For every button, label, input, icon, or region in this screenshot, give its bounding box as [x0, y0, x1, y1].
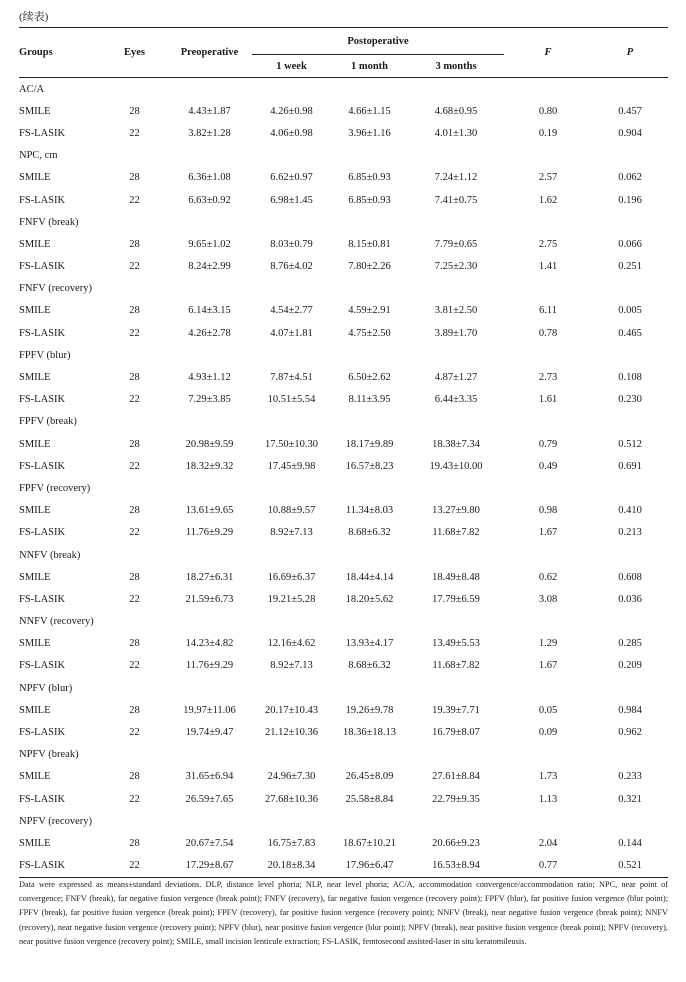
results-table — [19, 27, 668, 878]
value-cell: 0.144 — [618, 837, 642, 849]
value-cell: 0.09 — [538, 727, 558, 739]
value-cell: 8.15±0.81 — [348, 238, 391, 250]
value-cell: 13.61±9.65 — [185, 505, 234, 517]
group-name-cell: FS-LASIK — [19, 261, 66, 273]
value-cell: 8.11±3.95 — [348, 394, 391, 406]
value-cell: 16.75±7.83 — [267, 837, 316, 849]
group-name-cell: FS-LASIK — [19, 660, 66, 672]
table-row — [19, 433, 668, 455]
group-name-cell: SMILE — [19, 505, 51, 517]
value-cell: 1.29 — [538, 638, 558, 650]
value-cell: 7.41±0.75 — [434, 194, 478, 206]
value-cell: 22 — [129, 660, 140, 672]
value-cell: 16.53±8.94 — [432, 860, 480, 872]
value-cell: 4.01±1.30 — [434, 127, 478, 139]
table-row — [19, 100, 668, 122]
table-row — [19, 389, 668, 411]
table-row — [19, 189, 668, 211]
value-cell: 8.68±6.32 — [348, 660, 391, 672]
value-cell: 22 — [129, 327, 140, 339]
value-cell: 19.97±11.06 — [183, 704, 236, 716]
value-cell: 22 — [129, 394, 140, 406]
section-row — [19, 477, 668, 499]
value-cell: 0.521 — [618, 860, 642, 872]
value-cell: 28 — [129, 438, 140, 450]
value-cell: 27.68±10.36 — [264, 793, 318, 805]
value-cell: 17.45±9.98 — [267, 460, 316, 472]
value-cell: 18.20±5.62 — [345, 593, 394, 605]
value-cell: 20.17±10.43 — [264, 704, 318, 716]
value-cell: 28 — [129, 505, 140, 517]
value-cell: 3.82±1.28 — [188, 127, 231, 139]
value-cell: 22 — [129, 727, 140, 739]
value-cell: 14.23±4.82 — [185, 638, 234, 650]
table-row — [19, 366, 668, 388]
value-cell: 0.062 — [618, 172, 642, 184]
value-cell: 3.89±1.70 — [434, 327, 478, 339]
section-title: FPFV (recovery) — [19, 482, 91, 494]
section-row — [19, 145, 668, 167]
value-cell: 28 — [129, 771, 140, 783]
value-cell: 25.58±8.84 — [345, 793, 394, 805]
value-cell: 0.78 — [538, 327, 558, 339]
value-cell: 0.410 — [618, 505, 642, 517]
table-row — [19, 455, 668, 477]
value-cell: 4.07±1.81 — [270, 327, 313, 339]
value-cell: 7.25±2.30 — [434, 261, 478, 273]
value-cell: 28 — [129, 638, 140, 650]
table-row — [19, 788, 668, 810]
value-cell: 28 — [129, 305, 140, 317]
value-cell: 0.321 — [618, 793, 642, 805]
value-cell: 18.38±7.34 — [432, 438, 480, 450]
value-cell: 0.230 — [618, 394, 642, 406]
value-cell: 7.87±4.51 — [270, 372, 313, 384]
value-cell: 2.75 — [538, 238, 558, 250]
value-cell: 4.26±2.78 — [188, 327, 231, 339]
group-name-cell: SMILE — [19, 105, 51, 117]
table-row — [19, 655, 668, 677]
group-name-cell: FS-LASIK — [19, 327, 66, 339]
value-cell: 4.43±1.87 — [188, 105, 231, 117]
value-cell: 13.49±5.53 — [432, 638, 480, 650]
value-cell: 6.50±2.62 — [348, 372, 391, 384]
value-cell: 28 — [129, 238, 140, 250]
value-cell: 6.36±1.08 — [188, 172, 231, 184]
value-cell: 7.24±1.12 — [434, 172, 478, 184]
section-title: NPC, cm — [19, 150, 58, 162]
value-cell: 0.251 — [618, 261, 642, 273]
value-cell: 4.59±2.91 — [348, 305, 391, 317]
value-cell: 4.66±1.15 — [348, 105, 391, 117]
value-cell: 11.34±8.03 — [345, 505, 394, 517]
value-cell: 6.11 — [539, 305, 558, 317]
header-1-week: 1 week — [276, 60, 307, 72]
section-title: NPFV (recovery) — [19, 815, 92, 827]
value-cell: 0.196 — [618, 194, 642, 206]
value-cell: 0.962 — [618, 727, 642, 739]
value-cell: 4.75±2.50 — [348, 327, 391, 339]
value-cell: 0.005 — [618, 305, 642, 317]
value-cell: 4.06±0.98 — [270, 127, 313, 139]
table-row — [19, 167, 668, 189]
group-name-cell: FS-LASIK — [19, 527, 66, 539]
header-1-month: 1 month — [350, 60, 389, 72]
value-cell: 0.691 — [618, 460, 642, 472]
value-cell: 0.285 — [618, 638, 642, 650]
value-cell: 2.57 — [538, 172, 558, 184]
group-name-cell: FS-LASIK — [19, 793, 66, 805]
value-cell: 0.80 — [538, 105, 558, 117]
value-cell: 0.036 — [618, 593, 642, 605]
section-title: AC/A — [19, 83, 45, 95]
value-cell: 20.18±8.34 — [267, 860, 316, 872]
section-row — [19, 744, 668, 766]
value-cell: 10.51±5.54 — [267, 394, 316, 406]
value-cell: 0.904 — [618, 127, 642, 139]
value-cell: 11.76±9.29 — [185, 527, 234, 539]
value-cell: 0.209 — [618, 660, 642, 672]
group-name-cell: SMILE — [19, 438, 51, 450]
value-cell: 31.65±6.94 — [185, 771, 234, 783]
value-cell: 0.19 — [538, 127, 558, 139]
table-row — [19, 522, 668, 544]
value-cell: 0.62 — [538, 571, 558, 583]
section-title: NNFV (recovery) — [19, 616, 94, 628]
value-cell: 21.12±10.36 — [264, 727, 318, 739]
group-name-cell: SMILE — [19, 638, 51, 650]
value-cell: 17.79±6.59 — [432, 593, 480, 605]
section-title: FNFV (break) — [19, 216, 79, 228]
value-cell: 6.85±0.93 — [348, 194, 391, 206]
table-row — [19, 855, 668, 878]
value-cell: 0.77 — [538, 860, 558, 872]
group-name-cell: FS-LASIK — [19, 127, 66, 139]
value-cell: 22 — [129, 793, 140, 805]
value-cell: 7.29±3.85 — [188, 394, 231, 406]
value-cell: 17.96±6.47 — [345, 860, 394, 872]
table-row — [19, 699, 668, 721]
value-cell: 18.17±9.89 — [345, 438, 394, 450]
value-cell: 27.61±8.84 — [432, 771, 480, 783]
value-cell: 6.62±0.97 — [270, 172, 313, 184]
value-cell: 0.05 — [538, 704, 558, 716]
value-cell: 13.27±9.80 — [432, 505, 480, 517]
table-body — [19, 78, 668, 878]
group-name-cell: SMILE — [19, 305, 51, 317]
group-name-cell: SMILE — [19, 771, 51, 783]
header-eyes: Eyes — [124, 47, 145, 58]
value-cell: 18.44±4.14 — [345, 571, 394, 583]
group-name-cell: SMILE — [19, 837, 51, 849]
value-cell: 8.03±0.79 — [270, 238, 313, 250]
section-row — [19, 544, 668, 566]
value-cell: 28 — [129, 704, 140, 716]
section-row — [19, 344, 668, 366]
table-row — [19, 721, 668, 743]
table-row — [19, 256, 668, 278]
section-row — [19, 78, 668, 101]
table-footnote: Data were expressed as means±standard deviations. DLP, distance level phoria; NLP, near level phoria; AC/A, accommodation convergence/accommodation ratio; NPC, near point of convergence; FNFV (break), far negative fusion vergence (break point); FNFV (recovery), far negative fusion vergence (recovery point); FPFV (blur), far positive fusion vergence (blur point); FPFV (break), far positive fusion vergence (break point); FPFV (recovery), far positive fusion vergence (recovery point); NNFV (break), near negative fusion vergence (break point); NNFV (recovery), near negative fusion vergence (recovery point); NPFV (blur), near positive fusion vergence (blur point); NPFV (break), near positive fusion vergence (break point); NPFV (recovery), near positive fusion vergence (recovery point); SMILE, small incision lenticule extraction; FS-LASIK, femtosecond assisted-laser in situ keratomileusis. — [19, 880, 668, 946]
value-cell: 18.32±9.32 — [185, 460, 234, 472]
value-cell: 1.61 — [538, 394, 558, 406]
value-cell: 3.81±2.50 — [434, 305, 478, 317]
header-3-months: 3 months — [435, 60, 477, 72]
group-name-cell: FS-LASIK — [19, 194, 66, 206]
value-cell: 0.465 — [618, 327, 642, 339]
value-cell: 16.69±6.37 — [267, 571, 316, 583]
value-cell: 22 — [129, 460, 140, 472]
value-cell: 1.67 — [538, 660, 558, 672]
value-cell: 22 — [129, 194, 140, 206]
value-cell: 8.76±4.02 — [270, 261, 313, 273]
value-cell: 8.92±7.13 — [270, 527, 313, 539]
value-cell: 1.67 — [538, 527, 558, 539]
value-cell: 11.76±9.29 — [185, 660, 234, 672]
value-cell: 0.79 — [538, 438, 558, 450]
value-cell: 6.14±3.15 — [188, 305, 231, 317]
table-row — [19, 588, 668, 610]
value-cell: 0.233 — [618, 771, 642, 783]
value-cell: 8.24±2.99 — [188, 261, 231, 273]
section-title: FPFV (break) — [19, 416, 77, 428]
value-cell: 17.50±10.30 — [264, 438, 318, 450]
value-cell: 6.44±3.35 — [434, 394, 478, 406]
section-row — [19, 611, 668, 633]
value-cell: 20.67±7.54 — [185, 837, 234, 849]
group-name-cell: SMILE — [19, 571, 51, 583]
value-cell: 19.21±5.28 — [267, 593, 316, 605]
table-row — [19, 322, 668, 344]
value-cell: 28 — [129, 172, 140, 184]
value-cell: 22.79±9.35 — [432, 793, 480, 805]
group-name-cell: FS-LASIK — [19, 460, 66, 472]
value-cell: 7.80±2.26 — [348, 261, 391, 273]
value-cell: 22 — [129, 860, 140, 872]
header-f: F — [544, 47, 552, 58]
value-cell: 1.41 — [538, 261, 558, 273]
value-cell: 6.85±0.93 — [348, 172, 391, 184]
value-cell: 1.62 — [538, 194, 558, 206]
value-cell: 18.36±18.13 — [342, 727, 396, 739]
value-cell: 16.79±8.07 — [432, 727, 480, 739]
value-cell: 8.68±6.32 — [348, 527, 391, 539]
value-cell: 11.68±7.82 — [432, 660, 480, 672]
value-cell: 28 — [129, 105, 140, 117]
value-cell: 2.73 — [538, 372, 558, 384]
value-cell: 1.13 — [538, 793, 558, 805]
group-name-cell: SMILE — [19, 238, 51, 250]
value-cell: 22 — [129, 593, 140, 605]
value-cell: 8.92±7.13 — [270, 660, 313, 672]
value-cell: 19.26±9.78 — [345, 704, 394, 716]
value-cell: 18.67±10.21 — [342, 837, 396, 849]
group-name-cell: FS-LASIK — [19, 860, 66, 872]
value-cell: 9.65±1.02 — [188, 238, 231, 250]
value-cell: 19.74±9.47 — [185, 727, 234, 739]
value-cell: 0.108 — [618, 372, 642, 384]
table-row — [19, 832, 668, 854]
section-title: NPFV (blur) — [19, 682, 73, 694]
header-preoperative: Preoperative — [180, 47, 239, 58]
group-name-cell: FS-LASIK — [19, 727, 66, 739]
value-cell: 4.68±0.95 — [434, 105, 478, 117]
value-cell: 6.63±0.92 — [188, 194, 231, 206]
value-cell: 4.54±2.77 — [270, 305, 313, 317]
group-name-cell: FS-LASIK — [19, 593, 66, 605]
value-cell: 0.213 — [618, 527, 642, 539]
group-name-cell: FS-LASIK — [19, 394, 66, 406]
section-title: FNFV (recovery) — [19, 283, 92, 295]
value-cell: 20.98±9.59 — [185, 438, 234, 450]
table-row — [19, 300, 668, 322]
section-title: NNFV (break) — [19, 549, 81, 561]
value-cell: 28 — [129, 837, 140, 849]
value-cell: 0.49 — [538, 460, 558, 472]
value-cell: 26.59±7.65 — [185, 793, 234, 805]
section-row — [19, 677, 668, 699]
group-name-cell: SMILE — [19, 172, 51, 184]
value-cell: 0.457 — [618, 105, 642, 117]
header-groups: Groups — [19, 47, 53, 58]
table-row — [19, 122, 668, 144]
value-cell: 4.93±1.12 — [188, 372, 231, 384]
value-cell: 7.79±0.65 — [434, 238, 478, 250]
value-cell: 24.96±7.30 — [267, 771, 316, 783]
value-cell: 28 — [129, 372, 140, 384]
value-cell: 22 — [129, 527, 140, 539]
value-cell: 21.59±6.73 — [185, 593, 234, 605]
value-cell: 26.45±8.09 — [345, 771, 394, 783]
group-name-cell: SMILE — [19, 704, 51, 716]
value-cell: 0.066 — [618, 238, 642, 250]
value-cell: 3.96±1.16 — [348, 127, 391, 139]
table-row — [19, 766, 668, 788]
value-cell: 19.43±10.00 — [429, 460, 483, 472]
group-name-cell: SMILE — [19, 372, 51, 384]
value-cell: 3.08 — [538, 593, 558, 605]
value-cell: 17.29±8.67 — [185, 860, 234, 872]
value-cell: 4.26±0.98 — [270, 105, 313, 117]
value-cell: 22 — [129, 261, 140, 273]
section-title: NPFV (break) — [19, 749, 79, 761]
section-row — [19, 278, 668, 300]
value-cell: 18.27±6.31 — [185, 571, 234, 583]
section-title: FPFV (blur) — [19, 349, 71, 361]
table-row — [19, 633, 668, 655]
value-cell: 12.16±4.62 — [267, 638, 316, 650]
value-cell: 0.984 — [618, 704, 642, 716]
value-cell: 13.93±4.17 — [345, 638, 394, 650]
value-cell: 20.66±9.23 — [432, 837, 480, 849]
section-row — [19, 810, 668, 832]
section-row — [19, 211, 668, 233]
table-row — [19, 566, 668, 588]
section-row — [19, 411, 668, 433]
table-caption: (续表) — [19, 11, 49, 23]
table-row — [19, 233, 668, 255]
value-cell: 28 — [129, 571, 140, 583]
value-cell: 0.98 — [538, 505, 558, 517]
value-cell: 2.04 — [538, 837, 558, 849]
value-cell: 0.512 — [618, 438, 642, 450]
value-cell: 22 — [129, 127, 140, 139]
value-cell: 11.68±7.82 — [432, 527, 480, 539]
header-p: P — [626, 47, 634, 58]
value-cell: 1.73 — [538, 771, 558, 783]
value-cell: 18.49±8.48 — [432, 571, 480, 583]
table-row — [19, 500, 668, 522]
value-cell: 10.88±9.57 — [267, 505, 316, 517]
value-cell: 16.57±8.23 — [345, 460, 394, 472]
value-cell: 19.39±7.71 — [432, 704, 480, 716]
value-cell: 4.87±1.27 — [434, 372, 478, 384]
value-cell: 6.98±1.45 — [270, 194, 313, 206]
value-cell: 0.608 — [618, 571, 642, 583]
header-postoperative: Postoperative — [252, 28, 504, 55]
